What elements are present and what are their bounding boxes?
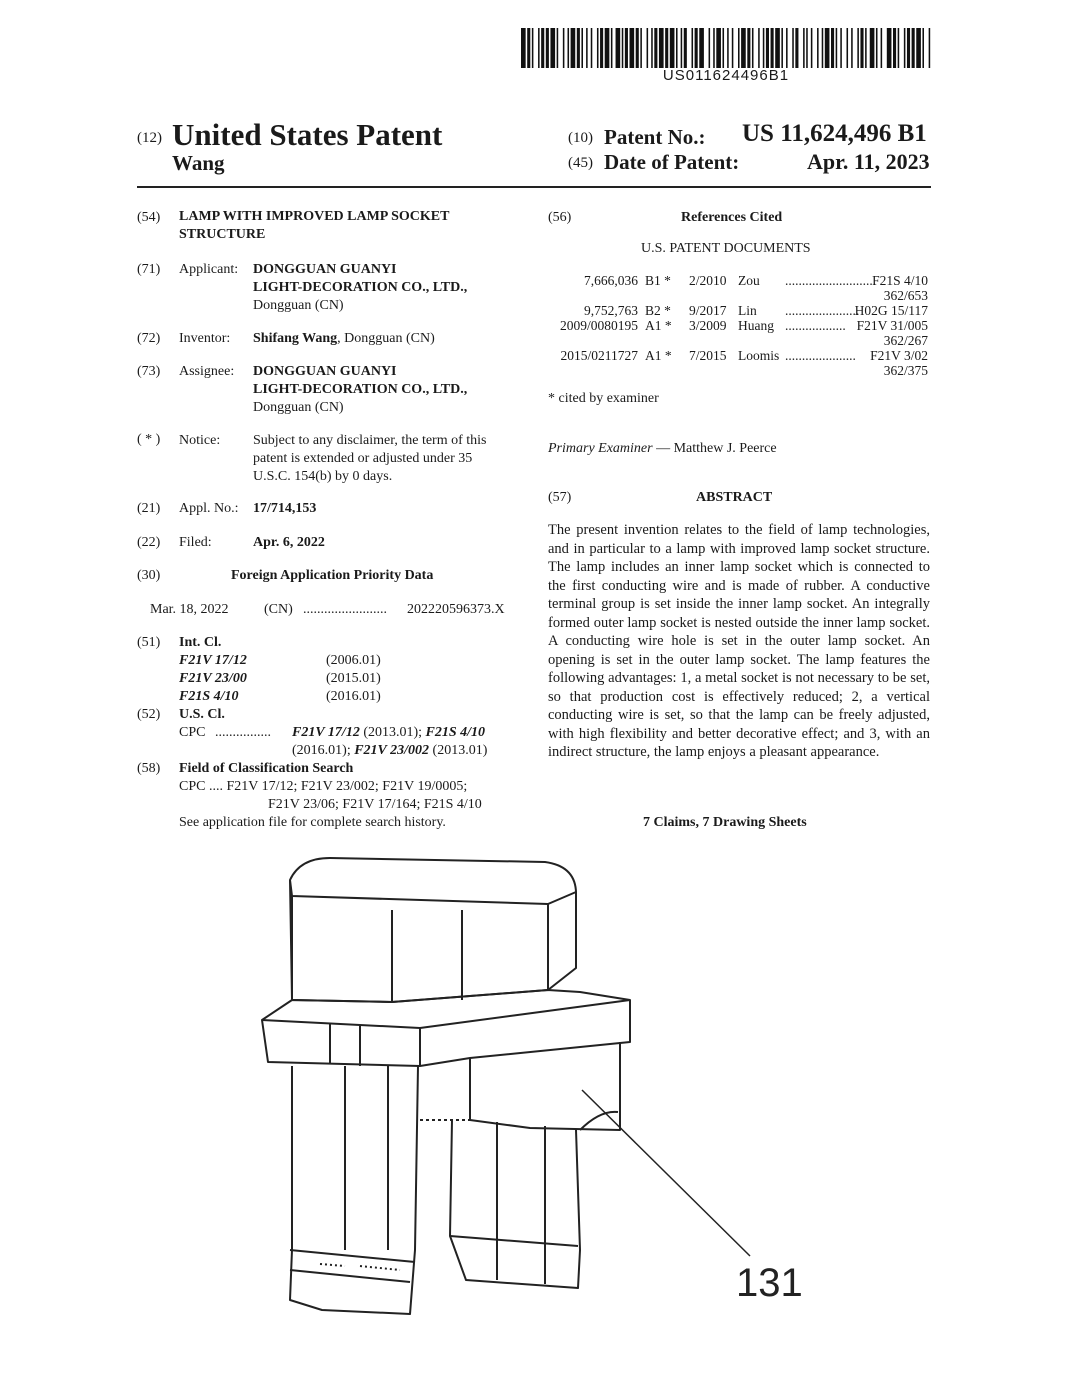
code-52: (52) [137, 707, 161, 722]
code-58: (58) [137, 761, 161, 776]
ref-class-secondary: 362/267 [883, 333, 928, 348]
filed-label: Filed: [179, 535, 212, 550]
invention-title-line2: STRUCTURE [179, 227, 266, 242]
field-search-line3: See application file for complete search history. [179, 815, 446, 830]
references-subtitle: U.S. PATENT DOCUMENTS [641, 241, 811, 256]
ref-class: F21V 31/005 [856, 318, 928, 333]
cpc-class-b: F21S 4/10 [425, 725, 486, 740]
notice-label: Notice: [179, 433, 221, 448]
cpc-class-c-year: (2013.01) [429, 743, 488, 758]
applicant-city: Dongguan (CN) [253, 298, 344, 313]
ref-number: 7,666,036 [584, 273, 638, 288]
priority-title: Foreign Application Priority Data [231, 568, 434, 583]
inventor-label: Inventor: [179, 331, 231, 346]
ref-name: Zou [738, 273, 760, 288]
int-cl-code: F21V 23/00 [179, 671, 247, 686]
ref-number: 9,752,763 [584, 303, 638, 318]
abstract-title: ABSTRACT [696, 490, 773, 505]
ref-dots: ..................... [785, 348, 856, 363]
ref-class-secondary: 362/653 [883, 288, 928, 303]
ref-class: H02G 15/117 [854, 303, 928, 318]
ref-dots: .................. [785, 318, 846, 333]
ref-date: 7/2015 [689, 348, 727, 363]
priority-date: Mar. 18, 2022 [150, 602, 229, 617]
priority-country: (CN) [264, 602, 293, 617]
ref-date: 9/2017 [689, 303, 727, 318]
code-71: (71) [137, 262, 161, 277]
patent-number: US 11,624,496 B1 [742, 120, 927, 147]
notice-line1: Subject to any disclaimer, the term of this [253, 433, 487, 448]
inventor-city: , Dongguan (CN) [337, 331, 435, 346]
socket-upper-body [290, 880, 576, 1002]
ref-name: Lin [738, 303, 757, 318]
ref-name: Loomis [738, 348, 780, 363]
cpc-class-b-year: (2016.01); [292, 743, 355, 758]
applicant-line2: LIGHT-DECORATION CO., LTD., [253, 280, 468, 295]
inventor-name: Shifang Wang [253, 331, 338, 346]
examiner-label: Primary Examiner [548, 441, 653, 456]
cpc-class-a-year: (2013.01); [359, 725, 426, 740]
barcode-number: US011624496B1 [662, 67, 790, 84]
code-73: (73) [137, 364, 161, 379]
socket-collar [262, 990, 630, 1066]
cpc-class-c: F21V 23/002 [354, 743, 430, 758]
int-cl-label: Int. Cl. [179, 635, 222, 650]
patent-date: Apr. 11, 2023 [807, 149, 930, 174]
ref-class: F21S 4/10 [872, 273, 928, 288]
int-cl-code: F21V 17/12 [179, 653, 247, 668]
ref-kind: A1 * [645, 348, 672, 363]
ref-date: 2/2010 [689, 273, 727, 288]
int-cl-code: F21S 4/10 [179, 689, 239, 704]
ref-kind: B1 * [645, 273, 671, 288]
ref-number: 2015/0211727 [560, 348, 638, 363]
field-search-line1: CPC .... F21V 17/12; F21V 23/002; F21V 19/0005; [179, 779, 468, 794]
code-57: (57) [548, 490, 572, 505]
ref-class: F21V 3/02 [870, 348, 928, 363]
code-56: (56) [548, 210, 572, 225]
assignee-line1: DONGGUAN GUANYI [253, 364, 397, 379]
code-notice: ( * ) [137, 432, 161, 447]
code-10: (10) [568, 130, 593, 146]
inventor-surname: Wang [172, 151, 225, 175]
reference-leader-line [582, 1090, 750, 1256]
cpc-dots: ................ [215, 725, 271, 740]
code-51: (51) [137, 635, 161, 650]
invention-title-line1: LAMP WITH IMPROVED LAMP SOCKET [179, 209, 450, 224]
us-cl-label: U.S. Cl. [179, 707, 225, 722]
code-12: (12) [137, 130, 162, 146]
ref-kind: B2 * [645, 303, 671, 318]
reference-label-131: 131 [736, 1261, 803, 1305]
notice-line3: U.S.C. 154(b) by 0 days. [253, 469, 393, 484]
abstract-text: The present invention relates to the field of lamp technologies, and in particular to a lamp with improved lamp socket structure. The lamp includes an inner lamp socket which is connected to the first conducting wire and is made of rubber. A conductive terminal group is set inside the inner lamp socket. An integrally formed outer lamp socket is nested outside the inner lamp socket. A conducting wire hole is set in the outer lamp socket. An opening is set in the outer lamp socket. The lamp features the following advantages: 1, a metal socket is not necessary to be set, so that production cost is effectively reduced; 2, a vertical conducting wire is set, so that the lamp can be freely adjusted, with high flexibility and better decorative effect; and 3, with an indirect structure, the lamp enjoys a pleasant appearance. [548, 522, 930, 760]
field-search-label: Field of Classification Search [179, 761, 354, 776]
int-cl-year: (2016.01) [326, 689, 381, 704]
ref-kind: A1 * [645, 318, 672, 333]
code-21: (21) [137, 501, 161, 516]
ref-number: 2009/0080195 [559, 318, 638, 333]
ref-name: Huang [738, 318, 774, 333]
cited-note: * cited by examiner [548, 391, 659, 406]
ref-dots: ........................... [785, 273, 877, 288]
examiner-name: — Matthew J. Peerce [652, 441, 777, 456]
code-22: (22) [137, 535, 161, 550]
filed-date: Apr. 6, 2022 [253, 535, 325, 550]
priority-number: 202220596373.X [407, 602, 505, 617]
ref-date: 3/2009 [689, 318, 727, 333]
code-30: (30) [137, 568, 161, 583]
code-45: (45) [568, 155, 593, 171]
assignee-city: Dongguan (CN) [253, 400, 344, 415]
appl-no: 17/714,153 [253, 501, 317, 516]
int-cl-year: (2015.01) [326, 671, 381, 686]
assignee-label: Assignee: [179, 364, 235, 379]
socket-top-face [290, 858, 576, 904]
date-label: Date of Patent: [604, 150, 740, 174]
socket-right-leg [450, 1120, 580, 1288]
appl-no-label: Appl. No.: [179, 501, 239, 516]
ref-class-secondary: 362/375 [883, 363, 928, 378]
patent-no-label: Patent No.: [604, 125, 706, 149]
patent-type-title: United States Patent [172, 117, 443, 152]
priority-dots: ........................ [303, 602, 387, 617]
int-cl-year: (2006.01) [326, 653, 381, 668]
cpc-label: CPC [179, 725, 206, 740]
claims-summary: 7 Claims, 7 Drawing Sheets [643, 815, 807, 830]
applicant-label: Applicant: [179, 262, 239, 277]
code-72: (72) [137, 331, 161, 346]
applicant-line1: DONGGUAN GUANYI [253, 262, 397, 277]
ref-dots: ...................... [785, 303, 860, 318]
field-search-line2: F21V 23/06; F21V 17/164; F21S 4/10 [268, 797, 482, 812]
assignee-line2: LIGHT-DECORATION CO., LTD., [253, 382, 468, 397]
cpc-class-a: F21V 17/12 [292, 725, 360, 740]
notice-line2: patent is extended or adjusted under 35 [253, 451, 473, 466]
code-54: (54) [137, 210, 161, 225]
references-title: References Cited [681, 210, 783, 225]
